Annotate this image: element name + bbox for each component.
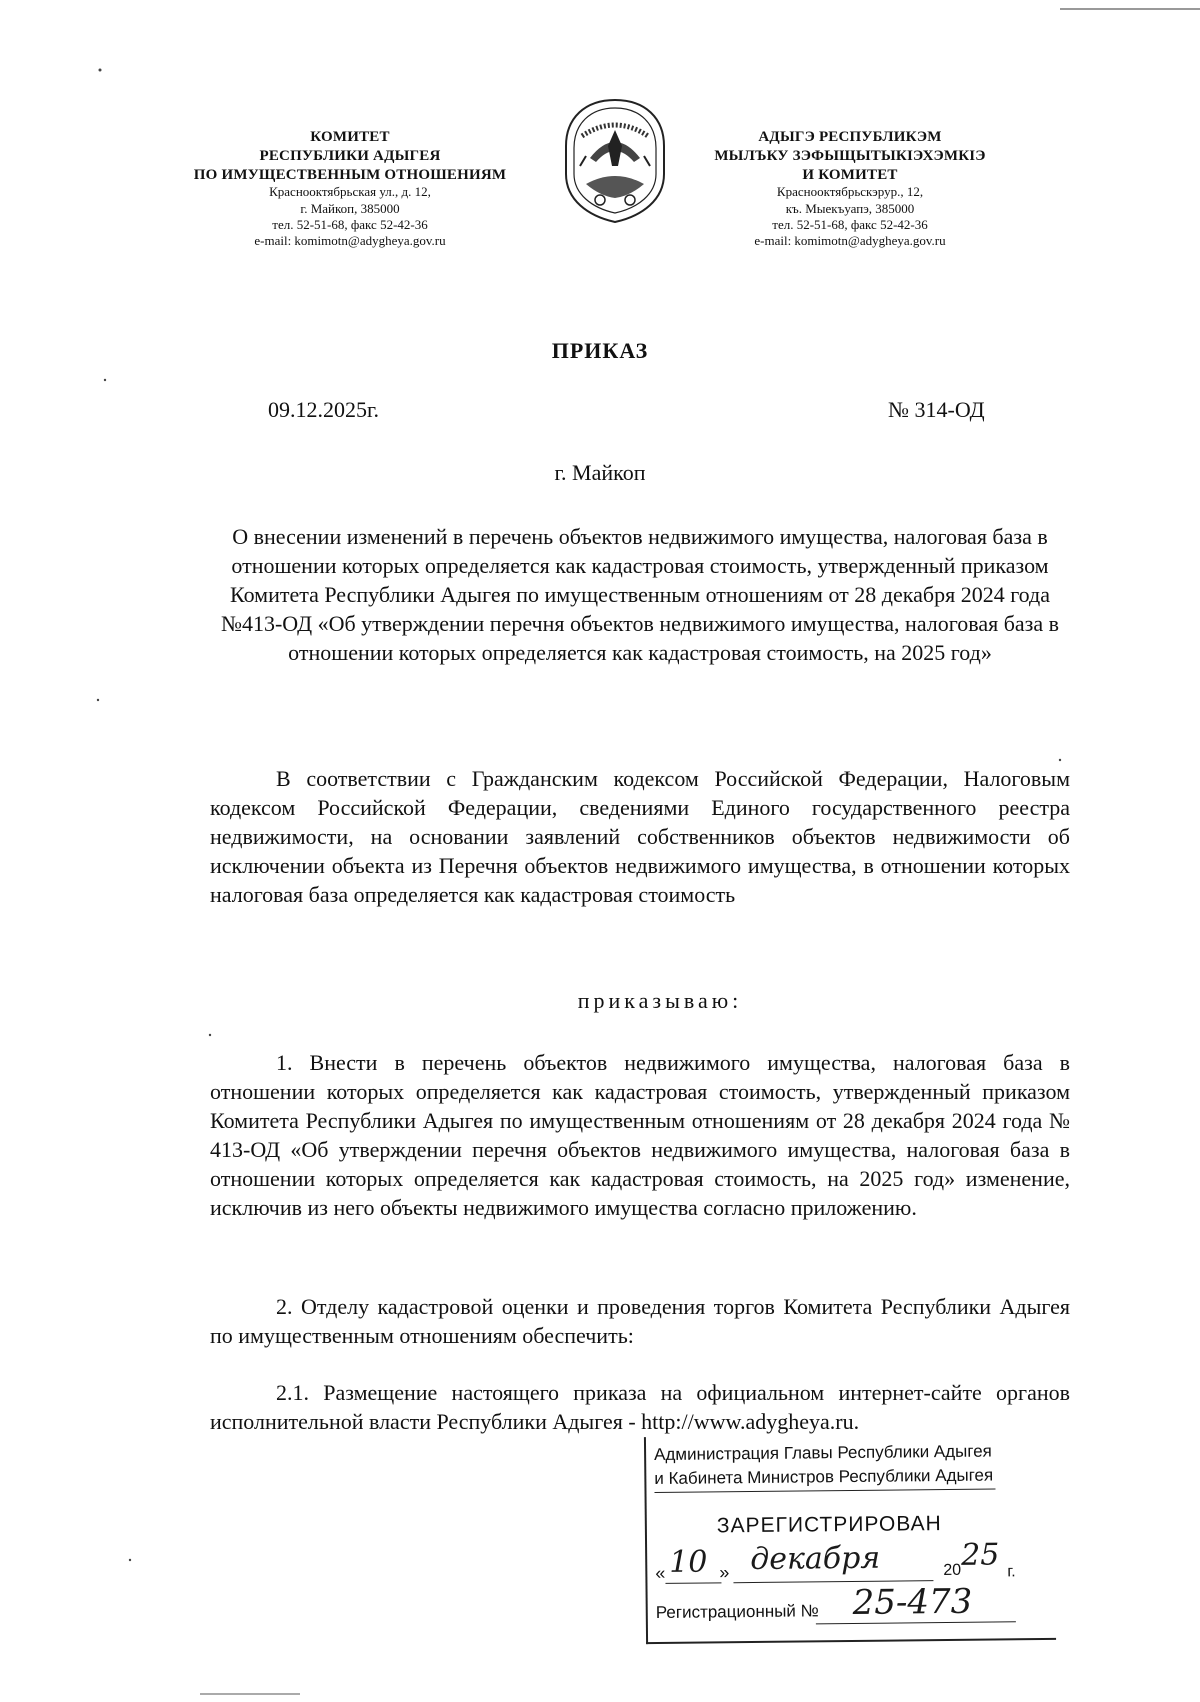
document-city: г. Майкоп [554,460,646,485]
document-title: ПРИКАЗ [551,338,649,363]
stamp-status: ЗАРЕГИСТРИРОВАН [716,1512,942,1538]
phone-line: тел. 52-51-68, факс 52-42-36 [272,216,428,232]
order-word: приказываю: [577,988,743,1013]
close-quote: » [719,1562,730,1583]
org-name-line: РЕСПУБЛИКИ АДЫГЕЯ [259,147,441,164]
item-1-paragraph: 1. Внести в перечень объектов недвижимого имущества, налоговая база в отношении которых определяется как кадастровая стоимость, утвержденный приказом Комитета Республики Адыгея по имущественным отношениям от 28 декабря 2024 года № 413-ОД «Об утверждении перечня объектов недвижимого имущества, налоговая база в отношении которых определяется как кадастровая стоимость, на 2025 год» изменение, исключив из него объекты недвижимого имущества согласно приложению. [210,1050,1070,1220]
stamp-year-suffix: 25 [960,1537,1000,1573]
item-2-1-paragraph: 2.1. Размещение настоящего приказа на официальном интернет-сайте органов исполнительной власти Республики Адыгея - http://www.adygheya.ru. [210,1380,1070,1434]
document-date: 09.12.2025г. [268,397,380,422]
document-subject: О внесении изменений в перечень объектов недвижимого имущества, налоговая база в отношении которых определяется как кадастровая стоимость, утвержденный приказом Комитета Республики Адыгея по имущественным отношениям от 28 декабря 2024 года №413-ОД «Об утверждении перечня объектов недвижимого имущества, налоговая база в отношении которых определяется как кадастровая стоимость, на 2025 год» [220,524,1060,665]
address-line: г. Майкоп, 385000 [300,200,400,216]
org-name-line: И КОМИТЕТ [802,166,898,183]
org-name-line: ПО ИМУЩЕСТВЕННЫМ ОТНОШЕНИЯМ [193,166,507,183]
stamp-org-line: Администрация Главы Республики Адыгея [654,1441,992,1465]
address-line: Краснооктябрьская ул., д. 12, [269,184,431,200]
open-quote: « [655,1562,666,1584]
org-name-line: КОМИТЕТ [310,129,390,145]
stamp-reg-label: Регистрационный № [655,1601,819,1623]
email-line: e-mail: komimotn@adygheya.gov.ru [254,233,446,248]
address-line: къ. Мыекъуапэ, 385000 [785,200,915,216]
email-line: e-mail: komimotn@adygheya.gov.ru [754,233,946,248]
org-name-line: МЫЛЪКУ ЗЭФЫЩЫТЫКIЭХЭМКIЭ [714,147,986,164]
preamble-paragraph: В соответствии с Гражданским кодексом Российской Федерации, Налоговым кодексом Российской Федерации, сведениями Единого государственного реестра недвижимости, на основании заявлений собственников объектов недвижимости об исключении объекта из Перечня объектов недвижимого имущества, в отношении которых налоговая база определяется как кадастровая стоимость [210,766,1070,907]
stamp-reg-number: 25-473 [852,1581,973,1623]
phone-line: тел. 52-51-68, факс 52-42-36 [772,216,928,232]
stamp-org-line: и Кабинета Министров Республики Адыгея [654,1465,995,1493]
stamp-year-unit: г. [1007,1563,1016,1581]
stamp-year-prefix: 20 [943,1561,962,1580]
address-line: Краснооктябрьскэрур., 12, [776,184,924,200]
stamp-month: декабря [750,1540,881,1578]
document-number: № 314-ОД [888,397,985,422]
stamp-day: 10 [669,1544,708,1580]
org-name-line: АДЫГЭ РЕСПУБЛИКЭМ [758,129,942,145]
item-2-paragraph: 2. Отделу кадастровой оценки и проведения торгов Комитета Республики Адыгея по имущественным отношениям обеспечить: [210,1294,1070,1348]
